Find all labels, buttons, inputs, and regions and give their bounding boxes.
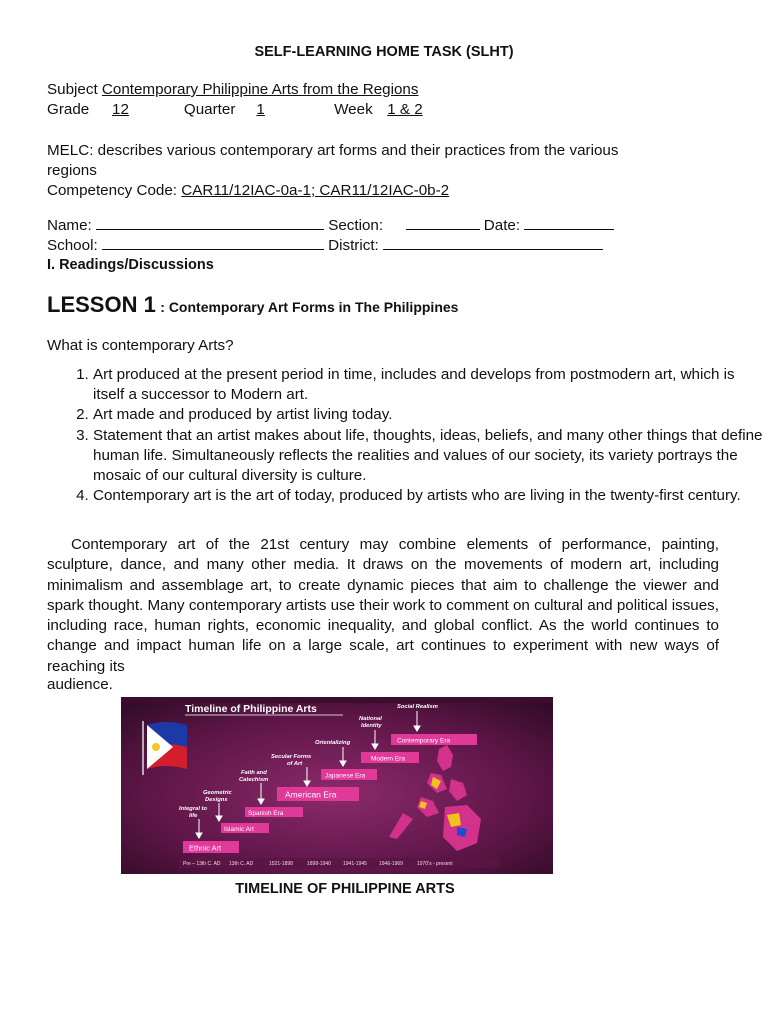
theme-label: Geometric: [203, 790, 232, 796]
lesson-heading: [47, 292, 458, 318]
district-field[interactable]: [383, 234, 603, 250]
date-label: 1898-1940: [307, 861, 331, 867]
era-label: Modern Era: [371, 755, 405, 763]
document-title: SELF-LEARNING HOME TASK (SLHT): [254, 44, 514, 60]
melc-line-2: regions: [47, 162, 97, 179]
competency-line: [47, 181, 449, 201]
era-label: Contemporary Era: [397, 737, 451, 745]
date-label: Date:: [483, 217, 521, 234]
question-text: What is contemporary Arts?: [47, 337, 234, 354]
name-label: Name:: [47, 217, 92, 234]
date-label: 1946-1969: [379, 861, 403, 867]
name-line: [47, 214, 614, 236]
era-label: Spanish Era: [248, 810, 284, 817]
figure-title: Timeline of Philippine Arts: [185, 703, 317, 715]
era-label: Islamic Art: [224, 826, 254, 833]
date-label: 13th C. AD: [229, 861, 254, 867]
grade-line: [47, 100, 429, 120]
week-value: 1 & 2: [387, 101, 423, 118]
figure-caption: TIMELINE OF PHILIPPINE ARTS: [235, 881, 455, 897]
list-item: 3. Statement that an artist makes about life, thoughts, ideas, beliefs, and many other things that define human life. Simultaneously reflects the realities and values of our society, its variety portrays the mosaic of our cultural diversity is culture.: [93, 426, 763, 487]
theme-label: National: [359, 716, 382, 722]
lesson-number: LESSON 1: [47, 292, 156, 317]
theme-label: Integral to: [179, 806, 208, 812]
subject-label: Subject: [47, 81, 98, 98]
era-label: Japanese Era: [325, 772, 366, 780]
district-label: District:: [328, 237, 379, 254]
competency-code: CAR11/12IAC-0a-1; CAR11/12IAC-0b-2: [181, 182, 450, 199]
list-item: 4. Contemporary art is the art of today, produced by artists who are living in the twenty-first century.: [93, 486, 763, 506]
date-label: 1970's - present: [417, 861, 453, 867]
date-label: 1941-1945: [343, 861, 367, 867]
list-item: 1. Art produced at the present period in time, includes and develops from postmodern art, which is itself a successor to Modern art.: [93, 365, 763, 405]
list-item: 2. Art made and produced by artist living today.: [93, 405, 763, 425]
era-label: American Era: [285, 789, 337, 800]
date-field[interactable]: [524, 214, 614, 230]
theme-label: life: [189, 813, 198, 819]
date-label: 1521-1898: [269, 861, 293, 867]
lesson-subtitle: : Contemporary Art Forms in The Philippines: [160, 299, 459, 315]
quarter-label: Quarter: [183, 101, 236, 118]
week-label: Week: [334, 101, 373, 118]
theme-label: Catechism: [239, 777, 269, 783]
date-label: Pre – 13th C. AD: [183, 861, 221, 867]
theme-label: of Art: [287, 761, 303, 767]
readings-heading: I. Readings/Discussions: [47, 257, 214, 273]
quarter-value: 1: [256, 101, 265, 118]
definition-list: [47, 365, 763, 506]
school-line: [47, 234, 603, 256]
paragraph-end: audience.: [47, 676, 113, 693]
school-label: School:: [47, 237, 98, 254]
competency-label: Competency Code:: [47, 182, 178, 199]
name-field[interactable]: [96, 214, 324, 230]
theme-label: Orientalizing: [315, 740, 351, 746]
subject-line: [47, 80, 418, 100]
timeline-figure: [121, 697, 553, 874]
era-label: Ethnic Art: [189, 843, 222, 853]
school-field[interactable]: [102, 234, 324, 250]
grade-label: Grade: [47, 101, 90, 118]
section-field[interactable]: [406, 214, 480, 230]
theme-label: Social Realism: [397, 704, 438, 710]
theme-label: Secular Forms: [271, 754, 312, 760]
theme-label: Faith and: [241, 770, 267, 776]
theme-label: Identity: [361, 723, 382, 729]
subject-value: Contemporary Philippine Arts from the Regions: [101, 81, 419, 98]
body-paragraph: Contemporary art of the 21st century may combine elements of performance, painting, sculpture, dance, and many other media. It draws on the movements of modern art, including minimalism and assemblage art, to create dynamic pieces that aim to challenge the viewer and spark thought. Many contemporary artists use their work to comment on cultural and political issues, including race, human rights, economic inequality, and global conflict. As the world continues to change and impact human life on a large scale, art continues to experiment with new ways of reaching its: [47, 536, 719, 675]
melc-line-1: MELC: describes various contemporary art forms and their practices from the various: [47, 142, 619, 159]
grade-value: 12: [112, 101, 129, 118]
section-label: Section:: [328, 217, 384, 234]
theme-label: Designs: [205, 797, 228, 803]
